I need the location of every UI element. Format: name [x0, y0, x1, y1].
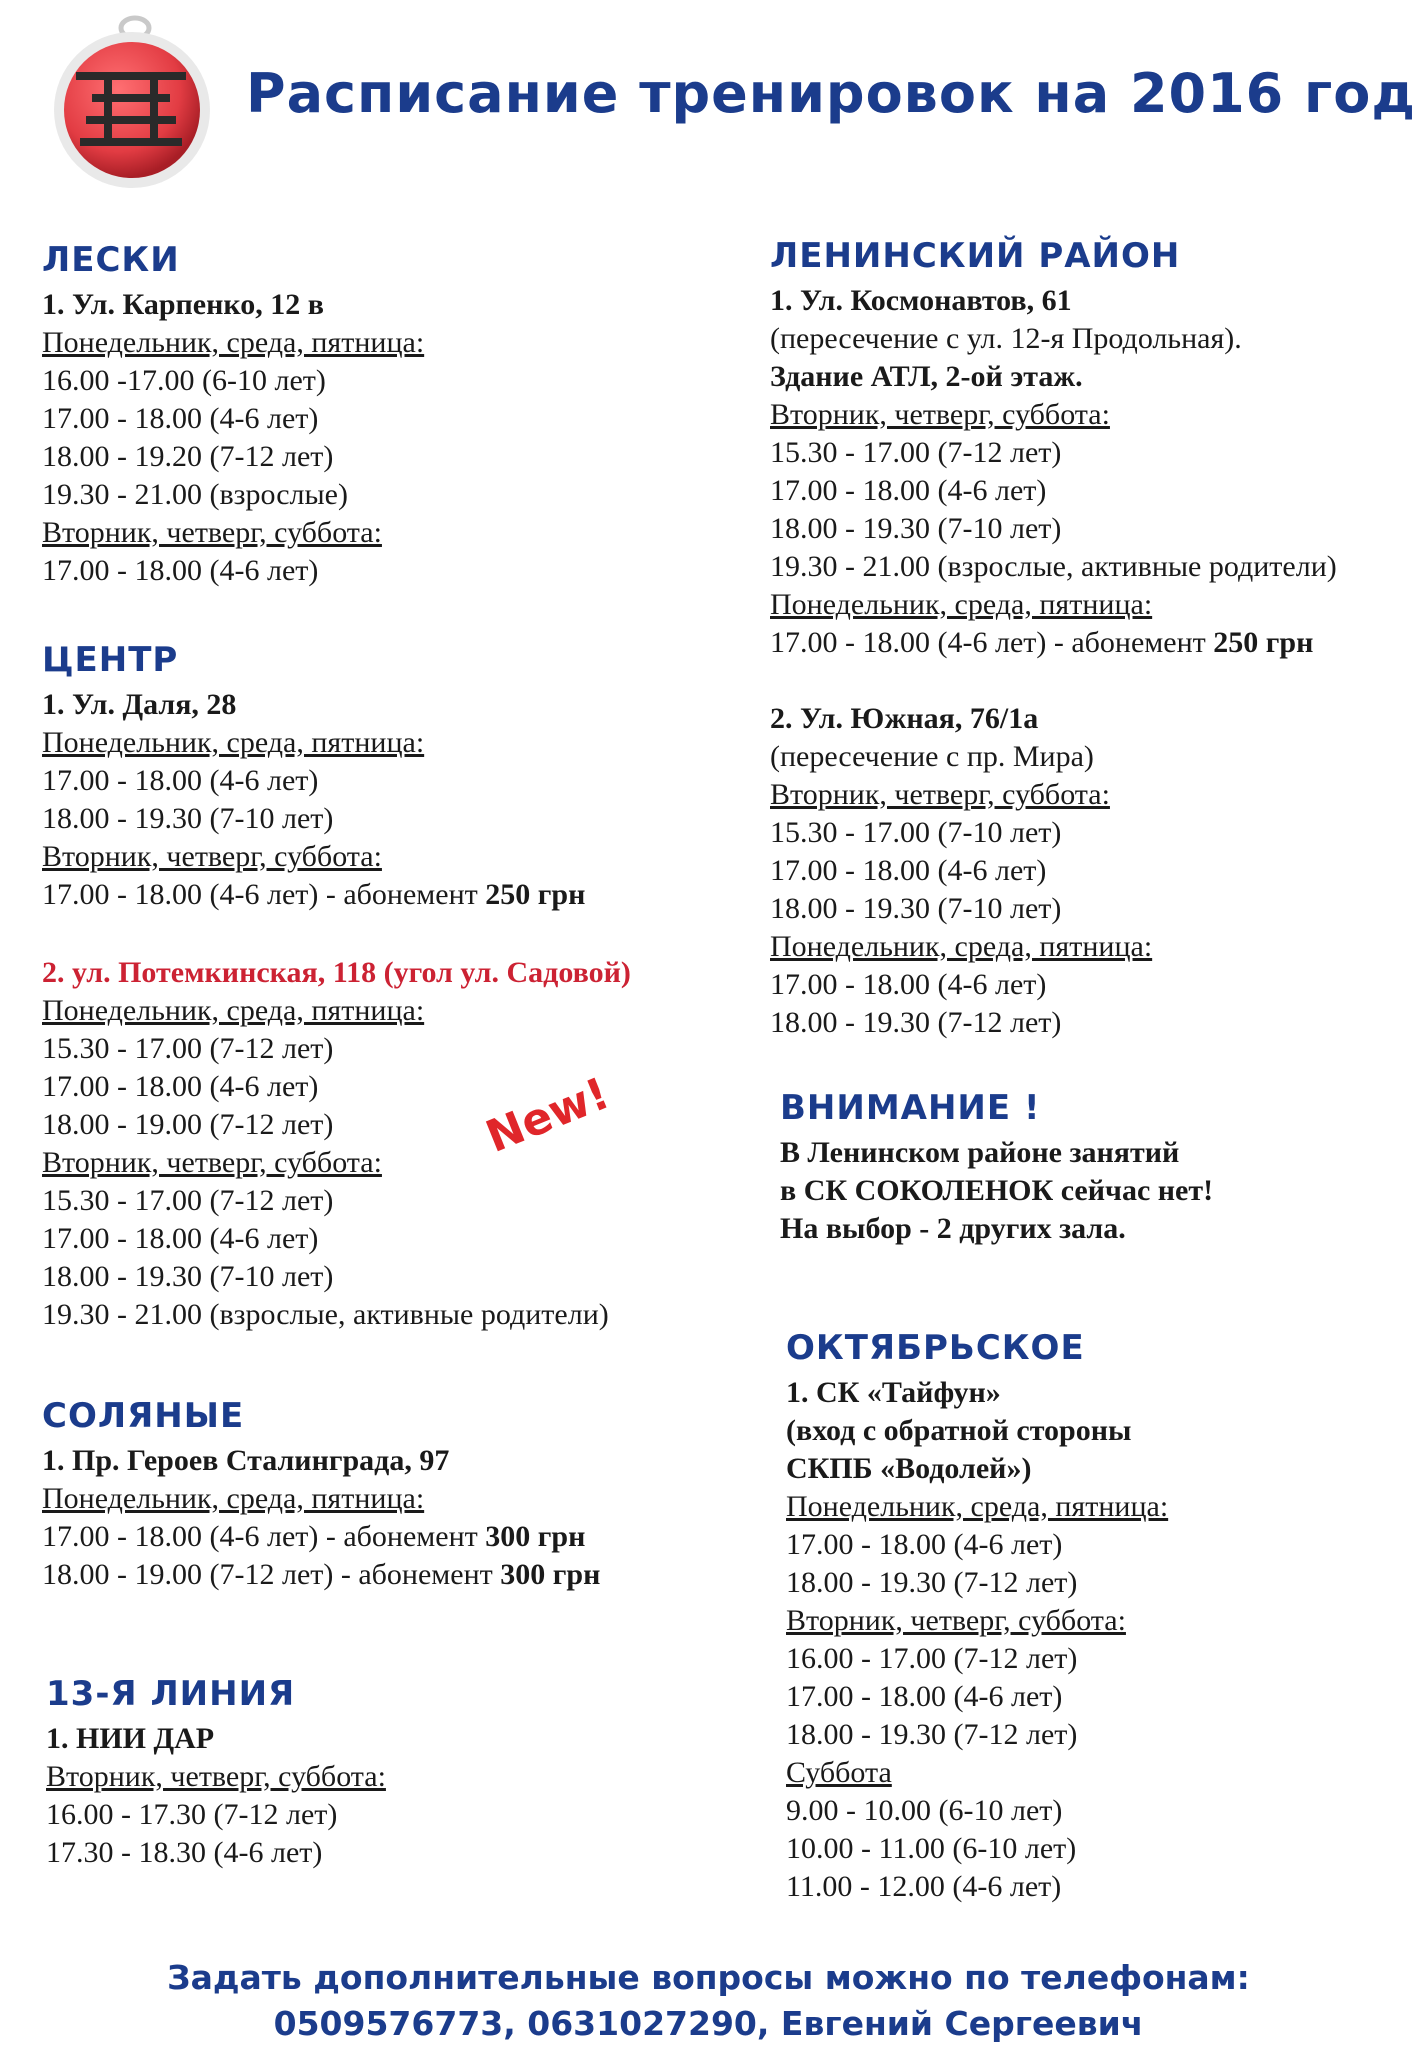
notice-text: В Ленинском районе занятий [780, 1136, 1180, 1169]
time-slot-priced [42, 876, 585, 914]
price: 300 грн [500, 1558, 601, 1591]
time-slot: 10.00 - 11.00 (6-10 лет) [786, 1832, 1077, 1865]
kanji-medallion-icon [40, 10, 220, 190]
address: 2. Ул. Южная, 76/1а [770, 702, 1039, 735]
days-label: Вторник, четверг, суббота: [42, 1146, 382, 1179]
section-heading: ЛЕСКИ [42, 240, 180, 280]
days-label: Вторник, четверг, суббота: [770, 398, 1110, 431]
section-heading: ВНИМАНИЕ ! [780, 1088, 1041, 1128]
days-label: Понедельник, среда, пятница: [42, 326, 425, 359]
section-attention [780, 1088, 1213, 1248]
days-label: Вторник, четверг, суббота: [42, 840, 382, 873]
section-liniya13 [46, 1674, 386, 1872]
section-heading: ОКТЯБРЬСКОЕ [786, 1328, 1085, 1368]
time-slot: 17.00 - 18.00 (4-6 лет) [786, 1528, 1063, 1561]
section-leski [42, 240, 424, 590]
time-slot-text: 17.00 - 18.00 (4-6 лет) - абонемент [770, 626, 1214, 659]
time-slot: 18.00 - 19.30 (7-12 лет) [770, 1006, 1062, 1039]
section-oktyabrskoe [786, 1328, 1168, 1906]
days-label: Вторник, четверг, суббота: [786, 1604, 1126, 1637]
days-label: Вторник, четверг, суббота: [770, 778, 1110, 811]
section-leninsky [770, 236, 1337, 1042]
section-heading: 13-Я ЛИНИЯ [46, 1674, 296, 1714]
time-slot: 9.00 - 10.00 (6-10 лет) [786, 1794, 1063, 1827]
address-note: Здание АТЛ, 2-ой этаж. [770, 360, 1083, 393]
section-solyanye [42, 1396, 600, 1594]
time-slot: 19.30 - 21.00 (взрослые) [42, 478, 348, 511]
price: 250 грн [1213, 626, 1314, 659]
days-label: Понедельник, среда, пятница: [770, 930, 1153, 963]
days-label: Понедельник, среда, пятница: [770, 588, 1153, 621]
address: 1. СК «Тайфун» [786, 1376, 1001, 1409]
section-centr [42, 640, 585, 914]
time-slot: 18.00 - 19.30 (7-10 лет) [770, 512, 1062, 545]
time-slot: 18.00 - 19.00 (7-12 лет) [42, 1108, 334, 1141]
address: 2. ул. Потемкинская, 118 (угол ул. Садовой) [42, 956, 631, 989]
time-slot: 16.00 - 17.00 (7-12 лет) [786, 1642, 1078, 1675]
time-slot: 17.00 - 18.00 (4-6 лет) [786, 1680, 1063, 1713]
time-slot-text: 18.00 - 19.00 (7-12 лет) - абонемент [42, 1558, 501, 1591]
time-slot: 19.30 - 21.00 (взрослые, активные родители) [770, 550, 1337, 583]
time-slot-priced [42, 1556, 600, 1594]
time-slot: 18.00 - 19.30 (7-10 лет) [770, 892, 1062, 925]
time-slot: 17.00 - 18.00 (4-6 лет) [770, 854, 1047, 887]
time-slot: 15.30 - 17.00 (7-10 лет) [770, 816, 1062, 849]
time-slot: 19.30 - 21.00 (взрослые, активные родители) [42, 1298, 609, 1331]
address: 1. НИИ ДАР [46, 1722, 215, 1755]
time-slot: 17.00 - 18.00 (4-6 лет) [42, 1070, 319, 1103]
days-label: Понедельник, среда, пятница: [42, 994, 425, 1027]
time-slot: 17.00 - 18.00 (4-6 лет) [770, 968, 1047, 1001]
logo [40, 10, 220, 190]
section-heading: ЛЕНИНСКИЙ РАЙОН [770, 236, 1181, 276]
time-slot-text: 17.00 - 18.00 (4-6 лет) - абонемент [42, 878, 486, 911]
address-note: (пересечение с ул. 12-я Продольная). [770, 322, 1242, 355]
notice-text: На выбор - 2 других зала. [780, 1212, 1126, 1245]
time-slot: 15.30 - 17.00 (7-12 лет) [770, 436, 1062, 469]
price: 250 грн [485, 878, 586, 911]
days-label: Вторник, четверг, суббота: [42, 516, 382, 549]
time-slot: 17.00 - 18.00 (4-6 лет) [42, 1222, 319, 1255]
time-slot-text: 17.00 - 18.00 (4-6 лет) - абонемент [42, 1520, 486, 1553]
time-slot: 18.00 - 19.30 (7-12 лет) [786, 1566, 1078, 1599]
time-slot: 18.00 - 19.20 (7-12 лет) [42, 440, 334, 473]
time-slot: 17.00 - 18.00 (4-6 лет) [770, 474, 1047, 507]
page-title: Расписание тренировок на 2016 год [246, 62, 1416, 125]
address: 1. Ул. Даля, 28 [42, 688, 237, 721]
address-note: (пересечение с пр. Мира) [770, 740, 1094, 773]
address-note: СКПБ «Водолей») [786, 1452, 1032, 1485]
notice-text: в СК СОКОЛЕНОК сейчас нет! [780, 1174, 1214, 1207]
time-slot: 16.00 - 17.30 (7-12 лет) [46, 1798, 338, 1831]
footer-contact-prompt: Задать дополнительные вопросы можно по телефонам: [167, 1958, 1250, 1997]
time-slot-priced [42, 1518, 600, 1556]
days-label: Понедельник, среда, пятница: [42, 726, 425, 759]
time-slot-priced [770, 624, 1337, 662]
new-badge: New! [479, 1067, 617, 1164]
section-heading: СОЛЯНЫЕ [42, 1396, 245, 1436]
days-label: Понедельник, среда, пятница: [786, 1490, 1169, 1523]
time-slot: 15.30 - 17.00 (7-12 лет) [42, 1184, 334, 1217]
time-slot: 18.00 - 19.30 (7-12 лет) [786, 1718, 1078, 1751]
address: 1. Ул. Карпенко, 12 в [42, 288, 324, 321]
time-slot: 16.00 -17.00 (6-10 лет) [42, 364, 326, 397]
time-slot: 15.30 - 17.00 (7-12 лет) [42, 1032, 334, 1065]
time-slot: 17.00 - 18.00 (4-6 лет) [42, 764, 319, 797]
address-note: (вход с обратной стороны [786, 1414, 1132, 1447]
days-label: Понедельник, среда, пятница: [42, 1482, 425, 1515]
address: 1. Ул. Космонавтов, 61 [770, 284, 1072, 317]
footer-phones: 0509576773, 0631027290, Евгений Сергеевич [273, 2004, 1144, 2043]
time-slot: 17.00 - 18.00 (4-6 лет) [42, 402, 319, 435]
time-slot: 18.00 - 19.30 (7-10 лет) [42, 802, 334, 835]
address: 1. Пр. Героев Сталинграда, 97 [42, 1444, 450, 1477]
time-slot: 17.00 - 18.00 (4-6 лет) [42, 554, 319, 587]
days-label: Вторник, четверг, суббота: [46, 1760, 386, 1793]
time-slot: 17.30 - 18.30 (4-6 лет) [46, 1836, 323, 1869]
time-slot: 11.00 - 12.00 (4-6 лет) [786, 1870, 1062, 1903]
days-label: Суббота [786, 1756, 892, 1789]
time-slot: 18.00 - 19.30 (7-10 лет) [42, 1260, 334, 1293]
price: 300 грн [485, 1520, 586, 1553]
section-heading: ЦЕНТР [42, 640, 179, 680]
